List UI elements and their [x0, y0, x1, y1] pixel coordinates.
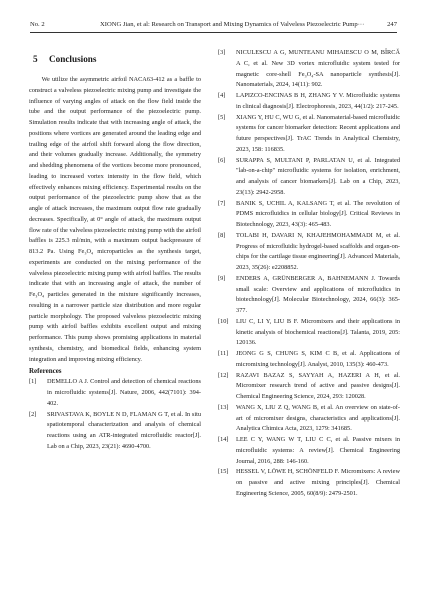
reference-item — [218, 274, 400, 317]
reference-number: [9] — [218, 274, 226, 282]
header-rule — [30, 32, 397, 33]
reference-item — [218, 371, 400, 403]
reference-text: WANG X, LIU Z Q, WANG B, et al. An overview on state-of-art of micromixer designs, characteristics and applications[J]. Analytica Chimica Acta, 2023, 1279: 341685. — [236, 403, 400, 433]
reference-item — [218, 91, 400, 113]
reference-number: [8] — [218, 231, 226, 239]
section-title: Conclusions — [49, 54, 97, 64]
reference-text: LIU C, LI Y, LIU B F. Micromixers and their applications in kinetic analysis of biochemical reactions[J]. Talanta, 2019, 205: 120136. — [236, 317, 400, 347]
running-header — [30, 18, 397, 32]
reference-number: [10] — [218, 317, 229, 325]
issue-number: No. 2 — [30, 21, 45, 28]
reference-number: [6] — [218, 156, 226, 164]
running-title: XIONG Jian, et al: Research on Transport and Mixing Dynamics of Valveless Piezoelectric Pump··· — [100, 21, 365, 28]
reference-text: TOLABI H, DAVARI N, KHAJEHMOHAMMADI M, et al. Progress of microfluidic hydrogel-based scaffolds and organ-on-chips for the cartilage tissue engineering[J]. Advanced Materials, 2023, 35(26): e2208852. — [236, 231, 400, 271]
reference-number: [13] — [218, 403, 229, 411]
reference-number: [2] — [29, 410, 37, 418]
reference-text: DEMELLO A J. Control and detection of chemical reactions in microfluidic systems[J]. Nature, 2006, 442(7101): 394-402. — [47, 378, 201, 407]
reference-text: JEONG G S, CHUNG S, KIM C B, et al. Applications of micromixing technology[J]. Analyst, 2010, 135(3): 460-473. — [236, 350, 400, 368]
reference-text: LEE C Y, WANG W T, LIU C C, et al. Passive mixers in microfluidic systems: A review[J]. Chemical Engineering Journal, 2016, 288: 146-160. — [236, 436, 400, 465]
left-column — [29, 48, 201, 453]
reference-text: RAZAVI BAZAZ S, SAYYAH A, HAZERI A H, et al. Micromixer research trend of active and passive designs[J]. Chemical Engineering Science, 2024, 293: 120028. — [236, 371, 400, 400]
reference-number: [1] — [29, 378, 37, 386]
reference-number: [5] — [218, 113, 226, 121]
reference-text: LAPIZCO-ENCINAS B H, ZHANG Y V. Microfluidic systems in clinical diagnosis[J]. Electrophoresis, 2023, 44(1/2): 217-245. — [236, 92, 400, 110]
reference-number: [3] — [218, 49, 226, 56]
reference-item — [218, 231, 400, 274]
right-column — [218, 48, 400, 500]
reference-item — [29, 410, 201, 453]
conclusions-paragraph: We utilize the asymmetric airfoil NACA63-412 as a baffle to construct a valveless piezoelectric mixing pump and investigate the influence of varying angles of attack on the flow field inside the tube and the output performance of the piezoelectric pump. Simulation results indicate that with increasing angle of attack, the positions where vortices are generated around the leading edge and trailing edge of the airfoil shift forward along the flow direction, and their volumes gradually increase. Additionally, the symmetry and shedding phenomena of the vortices become more pronounced, leading to increased vortex intensity in the flow field, which effectively enhances mixing efficiency. Experimental results on the output performance of the piezoelectric pump show that as the angle of attack increases, the maximum output flow rate gradually decreases. Specifically, at 0° angle of attack, the maximum output flow rate of the valveless piezoelectric mixing pump with the airfoil baffles is 225.3 ml/min, with a maximum output backpressure of 813.2 Pa. Using Fe₃O₄ microparticles as the synthesis target, experiments are conducted on the mixing performance of the valveless piezoelectric mixing pump with airfoil baffles. The results indicate that with an increasing angle of attack, the number of Fe₃O₄ particles generated in the mixture significantly increases, resulting in a narrower particle size distribution and more regular particle morphology. The proposed valveless piezoelectric mixing pump with airfoil baffles exhibits excellent output and mixing performance. This pump shows promising applications in material synthesis, chemistry, and biomedical fields, enhancing system integration and improving mixing efficiency. — [29, 76, 201, 363]
section-number: 5 — [33, 54, 38, 64]
references-heading: References — [29, 367, 62, 376]
reference-number: [15] — [218, 468, 229, 476]
reference-number: [14] — [218, 436, 229, 443]
reference-item — [218, 199, 400, 231]
reference-text: XIANG Y, HU C, WU G, et al. Nanomaterial-based microfluidic systems for cancer biomarker detection: Recent applications and future perspectives[J]. TrAC Trends in Analytical Chemistry, 2023, 158: 116835. — [236, 113, 400, 153]
reference-item — [218, 48, 400, 91]
reference-item — [218, 113, 400, 156]
reference-text: SRIVASTAVA K, BOYLE N D, FLAMAN G T, et al. In situ spatiotemporal characterization and analysis of chemical reactions using an ATR-integrated microfluidic reactor[J]. Lab on a Chip, 2023, 23(21): 4690-4700. — [47, 410, 201, 450]
reference-text: BANIK S, UCHIL A, KALSANG T, et al. The revolution of PDMS microfluidics in cellular biology[J]. Critical Reviews in Biotechnology, 2023, 43(3): 465-483. — [236, 199, 400, 228]
reference-item — [218, 403, 400, 435]
reference-item — [218, 435, 400, 467]
reference-item — [218, 317, 400, 349]
reference-item — [218, 156, 400, 199]
reference-item — [29, 377, 201, 409]
reference-list-left — [29, 377, 201, 452]
reference-item — [218, 467, 400, 499]
reference-text: HESSEL V, LÖWE H, SCHÖNFELD F. Micromixers: A review on passive and active mixing principles[J]. Chemical Engineering Science, 2005, 60(8/9): 2479-2501. — [236, 468, 400, 497]
reference-number: [4] — [218, 92, 226, 99]
page-number: 247 — [387, 21, 397, 28]
reference-number: [11] — [218, 350, 229, 357]
reference-text: SURAPPA S, MULTANI P, PARLATAN U, et al. Integrated "lab-on-a-chip" microfluidic systems for isolation, enrichment, and analysis of cancer biomarkers[J]. Lab on a Chip, 2023, 23(13): 2942-2958. — [236, 156, 400, 196]
reference-number: [12] — [218, 371, 229, 379]
reference-item — [218, 349, 400, 371]
reference-text: NICULESCU A G, MUNTEANU MIHAIESCU O M, BÎRCĂ A C, et al. New 3D vortex microfluidic system tested for magnetic core-shell Fe₃O₄-SA nanoparticle synthesis[J]. Nanomaterials, 2024, 14(11): 902. — [236, 49, 400, 89]
section-heading — [29, 51, 201, 68]
reference-number: [7] — [218, 199, 226, 207]
reference-text: ENDERS A, GRÜNBERGER A, BAHNEMANN J. Towards small scale: Overview and applications of microfluidics in biotechnology[J]. Molecular Biotechnology, 2024, 66(3): 365-377. — [236, 274, 400, 314]
